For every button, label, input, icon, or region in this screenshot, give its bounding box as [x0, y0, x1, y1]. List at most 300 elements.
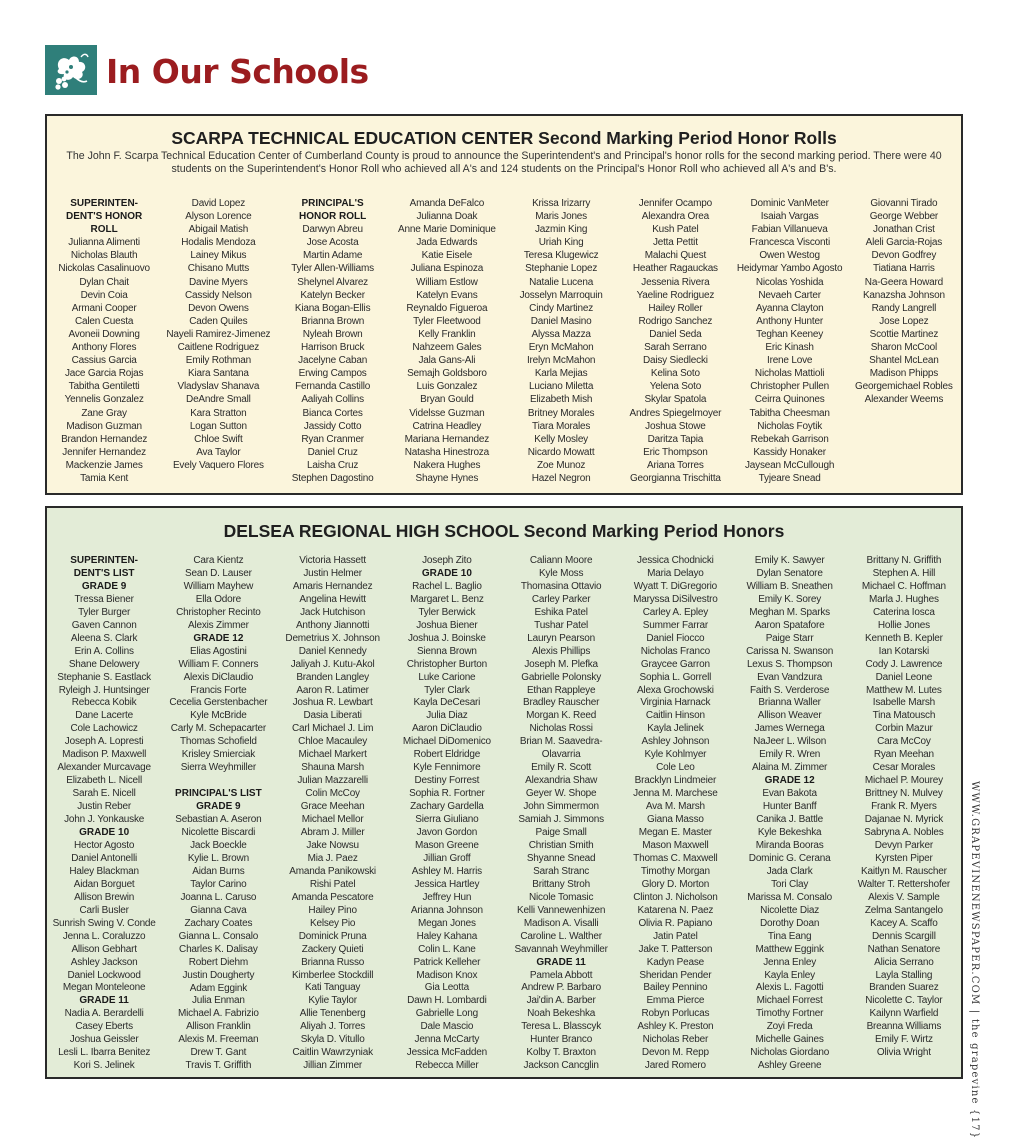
- student-name: Madison A. Visalli: [523, 917, 599, 929]
- student-name: Sarah Stranc: [533, 865, 590, 877]
- student-name: Anthony Hunter: [756, 315, 823, 327]
- name-column: [618, 197, 732, 485]
- student-name: Laisha Cruz: [307, 459, 359, 471]
- student-name: Luke Carione: [418, 671, 476, 683]
- student-name: Michael Markert: [298, 749, 367, 761]
- student-name: Kayla Enley: [764, 969, 815, 981]
- student-name: Travis T. Griffith: [185, 1060, 252, 1072]
- student-name: Emma Pierce: [646, 995, 705, 1007]
- student-name: Frank R. Myers: [871, 801, 937, 813]
- student-name: Allison Gebhart: [71, 943, 137, 955]
- delsea-title-rest: Second Marking Period Honors: [518, 521, 785, 541]
- student-name: Randy Langrell: [871, 302, 937, 314]
- name-column: [47, 555, 161, 1073]
- student-name: Victoria Hassett: [299, 555, 366, 566]
- student-name: Yennelis Gonzalez: [64, 394, 144, 406]
- student-name: Andres Spiegelmoyer: [629, 407, 722, 419]
- student-name: Ethan Rappleye: [526, 684, 596, 696]
- student-name: Tyler Fleetwood: [413, 315, 481, 327]
- student-name: Jose Acosta: [306, 237, 359, 249]
- student-name: Sabryna A. Nobles: [864, 827, 944, 839]
- student-name: Marissa M. Consalo: [747, 891, 832, 903]
- student-name: Hailey Roller: [648, 302, 703, 314]
- student-name: Gaven Cannon: [71, 619, 137, 631]
- student-name: Dominic VanMeter: [750, 198, 829, 209]
- delsea-honors-box: [45, 506, 963, 1079]
- name-column: [733, 197, 847, 485]
- student-name: Thomasina Ottavio: [520, 580, 602, 592]
- student-name: Brianna Brown: [301, 315, 365, 327]
- student-name: Eryn McMahon: [528, 342, 594, 354]
- student-name: Erwing Campos: [298, 368, 367, 380]
- student-name: Kenneth B. Kepler: [864, 632, 943, 644]
- student-name: Anthony Flores: [71, 342, 137, 354]
- student-name: Tyler Allen-Williams: [291, 263, 374, 275]
- student-name: Krissa Irizarry: [532, 198, 591, 209]
- student-name: Ella Odore: [195, 593, 241, 605]
- student-name: Joshua J. Boinske: [407, 632, 486, 644]
- student-name: Brittany N. Griffith: [866, 555, 942, 566]
- student-name: Emily K. Sawyer: [754, 555, 825, 566]
- student-name: Devin Coia: [80, 289, 128, 301]
- student-name: Nahzeem Gales: [412, 342, 482, 354]
- student-name: Aaliyah Collins: [301, 394, 364, 406]
- student-name: William Estlow: [416, 276, 478, 288]
- student-name: Tyler Berwick: [418, 606, 476, 618]
- student-name: Julianna Doak: [416, 211, 478, 223]
- student-name: James Wernega: [754, 723, 825, 735]
- scarpa-name-columns: [47, 197, 961, 485]
- student-name: Nicholas Giordano: [750, 1047, 830, 1059]
- scarpa-school-name: SCARPA TECHNICAL EDUCATION CENTER: [171, 128, 534, 148]
- student-name: Hailey Pino: [308, 904, 357, 916]
- student-name: Luciano Miletta: [528, 381, 594, 393]
- student-name: Justin Dougherty: [182, 969, 255, 981]
- name-column: [390, 555, 504, 1073]
- name-column: [618, 555, 732, 1073]
- student-name: Georgemichael Robles: [855, 381, 953, 393]
- student-name: Patrick Kelleher: [413, 956, 481, 968]
- student-name: William F. Conners: [178, 658, 259, 670]
- student-name: Julianna Alimenti: [68, 237, 140, 249]
- student-name: Nicholas Blauth: [70, 250, 138, 262]
- student-name: Alicia Serrano: [874, 956, 934, 968]
- student-name: John Simmermon: [523, 801, 599, 813]
- student-name: Ava Taylor: [196, 446, 241, 458]
- student-name: Alexis DiClaudio: [183, 671, 254, 683]
- student-name: Anthony Jiannotti: [295, 619, 370, 631]
- student-name: Skyla D. Vitullo: [300, 1034, 365, 1046]
- student-name: Jetta Pettit: [652, 237, 698, 249]
- student-name: Michael P. Mourey: [864, 775, 943, 787]
- name-column: [161, 555, 275, 1073]
- student-name: Nicholas Foytik: [757, 420, 823, 432]
- page-title: In Our Schools: [106, 52, 369, 91]
- student-name: Sean D. Lauser: [185, 567, 252, 579]
- student-name: Eshika Patel: [534, 606, 588, 618]
- student-name: Nicolas Yoshida: [755, 276, 824, 288]
- scarpa-title-rest: Second Marking Period Honor Rolls: [533, 128, 837, 148]
- student-name: Giovanni Tirado: [870, 198, 938, 209]
- student-name: Walter T. Rettershofer: [857, 878, 951, 890]
- scarpa-intro-paragraph: The John F. Scarpa Technical Education Center of Cumberland County is proud to announce the Superintendent's and Principal's honor rolls for the second marking period. There were 40 students on the Superintendent's Honor Roll who achieved all A's and 124 students on the Principal's Honor Roll who achieved all A's and B's.: [66, 150, 942, 175]
- student-name: Kolby T. Braxton: [526, 1047, 596, 1059]
- student-name: Jada Clark: [766, 865, 813, 877]
- student-name: Tressa Biener: [74, 593, 134, 605]
- student-name: Emily R. Wren: [759, 749, 821, 761]
- student-name: Caroline L. Walther: [520, 930, 602, 942]
- student-name: Sarah Serrano: [644, 342, 707, 354]
- student-name: Pamela Abbott: [529, 969, 593, 981]
- student-name: Joshua R. Lewbart: [292, 697, 373, 709]
- student-name: Jatin Patel: [653, 930, 698, 942]
- student-name: Graycee Garron: [640, 658, 710, 670]
- student-name: Wyatt T. DiGregorio: [633, 580, 717, 592]
- student-name: Breanna Williams: [866, 1021, 942, 1033]
- student-name: Justin Reber: [77, 801, 131, 813]
- student-name: Tiara Morales: [532, 420, 591, 432]
- student-name: Brian M. Saavedra-: [519, 736, 603, 748]
- student-name: Savannah Weyhmiller: [514, 943, 608, 955]
- student-name: Mason Maxwell: [642, 839, 709, 851]
- student-name: Ryleigh J. Huntsinger: [58, 684, 150, 696]
- student-name: Mia J. Paez: [307, 852, 358, 864]
- student-name: Charles K. Dalisay: [179, 943, 258, 955]
- student-name: Nicholas Mattioli: [754, 368, 825, 380]
- student-name: Shelynel Alvarez: [297, 276, 368, 288]
- student-name: Jala Gans-Ali: [418, 355, 476, 367]
- student-name: Jai'din A. Barber: [526, 995, 596, 1007]
- student-name: Emily F. Wirtz: [875, 1034, 933, 1046]
- student-name: Amanda DeFalco: [409, 198, 485, 209]
- student-name: Brittany Stroh: [532, 878, 591, 890]
- student-name: Alexandria Shaw: [525, 775, 598, 787]
- student-name: Jenna M. Marchese: [633, 788, 718, 800]
- student-name: Jillian Groff: [423, 852, 471, 864]
- list-heading: DENT'S LIST: [73, 567, 135, 579]
- student-name: Rebekah Garrison: [750, 433, 829, 445]
- student-name: Dawn H. Lombardi: [407, 995, 487, 1007]
- student-name: Megan Monteleone: [62, 982, 146, 994]
- student-name: Lexus S. Thompson: [746, 658, 833, 670]
- student-name: Robyn Porlucas: [641, 1008, 710, 1020]
- student-name: Aidan Burns: [192, 865, 245, 877]
- student-name: Isaiah Vargas: [760, 211, 819, 223]
- student-name: Cara McCoy: [877, 736, 931, 748]
- student-name: Cole Leo: [656, 762, 695, 774]
- student-name: Marla J. Hughes: [868, 593, 939, 605]
- student-name: Heather Ragauckas: [632, 263, 718, 275]
- student-name: Brianna Russo: [301, 956, 365, 968]
- student-name: Tushar Patel: [534, 619, 589, 631]
- student-name: William Mayhew: [183, 580, 254, 592]
- student-name: Kassidy Honaker: [753, 446, 826, 458]
- student-name: Rishi Patel: [309, 878, 356, 890]
- name-column: [504, 197, 618, 485]
- student-name: Zachary Coates: [184, 917, 253, 929]
- student-name: Jazmin King: [534, 224, 588, 236]
- student-name: Kyle Kohlmyer: [644, 749, 707, 761]
- student-name: Gianna L. Consalo: [178, 930, 259, 942]
- student-name: Emily Rothman: [185, 355, 251, 367]
- student-name: Andrew P. Barbaro: [521, 982, 602, 994]
- student-name: Skylar Spatola: [644, 394, 707, 406]
- student-name: Cody J. Lawrence: [865, 658, 943, 670]
- student-name: Na-Geera Howard: [864, 276, 943, 288]
- student-name: Gabrielle Long: [415, 1008, 478, 1020]
- student-name: Alaina M. Zimmer: [752, 762, 828, 774]
- student-name: Jonathan Crist: [873, 224, 935, 236]
- student-name: Jessica Chodnicki: [637, 555, 714, 566]
- student-name: Amanda Panikowski: [289, 865, 376, 877]
- student-name: Jenna McCarty: [414, 1034, 480, 1046]
- student-name: Shauna Marsh: [301, 762, 364, 774]
- student-name: Daniel Antonelli: [71, 852, 137, 864]
- student-name: Jassidy Cotto: [303, 420, 362, 432]
- list-heading: GRADE 9: [81, 580, 127, 592]
- student-name: Kailynn Warfield: [869, 1008, 939, 1020]
- student-name: Matthew Eggink: [755, 943, 824, 955]
- student-name: Aleena S. Clark: [70, 632, 138, 644]
- student-name: Harrison Bruck: [300, 342, 365, 354]
- student-name: Michael Mellor: [301, 814, 364, 826]
- student-name: Clinton J. Nicholson: [633, 891, 718, 903]
- student-name: Angelina Hewitt: [299, 593, 366, 605]
- student-name: Miranda Booras: [755, 839, 824, 851]
- student-name: Avoneii Downing: [68, 328, 140, 340]
- student-name: Krisley Smierciak: [181, 749, 256, 761]
- student-name: Carley A. Epley: [642, 606, 709, 618]
- student-name: Jessica McFadden: [406, 1047, 487, 1059]
- scarpa-section-title: [47, 127, 961, 149]
- column-spacer: [161, 775, 275, 788]
- student-name: Megan Jones: [417, 917, 476, 929]
- student-name: Paige Starr: [765, 632, 814, 644]
- student-name: Devon M. Repp: [641, 1047, 709, 1059]
- student-name: Glory D. Morton: [641, 878, 710, 890]
- student-name: Kaitlyn M. Rauscher: [861, 865, 947, 877]
- student-name: Olivia Wright: [876, 1047, 931, 1059]
- student-name: Caitlene Rodriguez: [177, 342, 260, 354]
- student-name: Julia Diaz: [426, 710, 468, 722]
- student-name: Joseph Zito: [422, 555, 472, 566]
- student-name: Ava M. Marsh: [645, 801, 705, 813]
- student-name: Shane Delowery: [68, 658, 140, 670]
- student-name: Sunrish Swing V. Conde: [52, 917, 156, 929]
- student-name: Brittney N. Mulvey: [865, 788, 943, 800]
- side-url-footer: [964, 781, 984, 1139]
- student-name: Georgianna Trischitta: [629, 472, 721, 484]
- student-name: Catrina Headley: [412, 420, 482, 432]
- student-name: Nicholas Reber: [642, 1034, 709, 1046]
- student-name: Hodalis Mendoza: [181, 237, 256, 249]
- student-name: Michael C. Hoffman: [861, 580, 946, 592]
- scarpa-honor-roll-box: [45, 114, 963, 495]
- student-name: Cesar Morales: [872, 762, 936, 774]
- student-name: Sophia R. Fortner: [409, 788, 485, 800]
- student-name: Kyrsten Piper: [875, 852, 933, 864]
- student-name: Tiatiana Harris: [873, 263, 935, 275]
- student-name: Jack Hutchison: [300, 606, 366, 618]
- student-name: Aleli Garcia-Rojas: [865, 237, 943, 249]
- student-name: Eric Kinash: [765, 342, 814, 354]
- student-name: Nevaeh Carter: [758, 289, 821, 301]
- student-name: Zachary Gardella: [410, 801, 484, 813]
- student-name: Tina Eang: [767, 930, 812, 942]
- student-name: Ryan Meehan: [873, 749, 934, 761]
- student-name: Joshua Geissler: [69, 1034, 139, 1046]
- student-name: Carissa N. Swanson: [746, 645, 834, 657]
- student-name: Karla Mejias: [534, 368, 588, 380]
- student-name: Erin A. Collins: [74, 645, 134, 657]
- student-name: Sierra Weyhmiller: [180, 762, 257, 774]
- student-name: Kati Tanguay: [305, 982, 361, 994]
- name-column: [390, 197, 504, 485]
- student-name: Allison Brewin: [74, 891, 135, 903]
- student-name: David Lopez: [191, 198, 246, 209]
- student-name: Caitlin Hinson: [645, 710, 705, 722]
- student-name: Joseph M. Plefka: [524, 658, 598, 670]
- student-name: Sebastian A. Aseron: [175, 814, 262, 826]
- student-name: Layla Stalling: [875, 969, 933, 981]
- student-name: Tyjeare Snead: [758, 472, 821, 484]
- student-name: Eric Thompson: [643, 446, 708, 458]
- student-name: Jaliyah J. Kutu-Akol: [290, 658, 375, 670]
- student-name: Chisano Mutts: [187, 263, 250, 275]
- student-name: Heidymar Yambo Agosto: [736, 263, 843, 275]
- student-name: Destiny Forrest: [414, 775, 480, 787]
- student-name: Nickolas Casalinuovo: [58, 263, 150, 275]
- student-name: Jake Nowsu: [306, 839, 359, 851]
- student-name: Tyler Burger: [78, 606, 131, 618]
- student-name: Katarena N. Paez: [637, 904, 714, 916]
- student-name: Jose Lopez: [879, 315, 929, 327]
- student-name: Alexander Weems: [864, 394, 944, 406]
- student-name: Timothy Fortner: [756, 1008, 824, 1020]
- student-name: Malachi Quest: [644, 250, 707, 262]
- list-heading: HONOR ROLL: [299, 211, 367, 223]
- student-name: Daniel Masino: [530, 315, 592, 327]
- student-name: Jack Boeckle: [190, 840, 247, 852]
- student-name: Kelina Soto: [650, 368, 700, 380]
- student-name: Megan E. Master: [638, 827, 712, 839]
- student-name: Ashley Jackson: [70, 956, 138, 968]
- student-name: Daniel Fiocco: [646, 632, 705, 644]
- student-name: Bracklyn Lindmeier: [634, 775, 717, 787]
- student-name: Alexander Murcavage: [57, 762, 151, 774]
- student-name: Kiara Santana: [187, 368, 249, 380]
- student-name: Christopher Burton: [406, 658, 488, 670]
- student-name: Christian Smith: [528, 839, 594, 851]
- student-name: Virginia Harnack: [640, 697, 711, 709]
- student-name: Corbin Mazur: [875, 723, 933, 735]
- student-name: Joshua Stowe: [645, 420, 706, 432]
- student-name: Tyler Clark: [424, 684, 470, 696]
- student-name: Tabitha Gentiletti: [68, 381, 140, 393]
- student-name: Shantel McLean: [869, 355, 939, 367]
- student-name: Daisy Siedlecki: [642, 355, 708, 367]
- student-name: Bryan Gould: [420, 394, 474, 406]
- student-name: Stephen A. Hill: [872, 567, 936, 579]
- student-name: Carl Michael J. Lim: [292, 723, 374, 735]
- student-name: Sheridan Pender: [639, 969, 712, 981]
- student-name: Carli Busler: [79, 904, 129, 916]
- student-name: Ashley Johnson: [641, 736, 710, 748]
- student-name: Stephanie Lopez: [525, 263, 598, 275]
- student-name: Geyer W. Shope: [525, 788, 597, 800]
- student-name: Evely Vaquero Flores: [172, 459, 264, 471]
- student-name: Alexa Grochowski: [636, 684, 714, 696]
- student-name: Casey Eberts: [75, 1021, 133, 1033]
- student-name: Gia Leotta: [424, 982, 469, 994]
- student-name: Jackson Cancglin: [523, 1060, 599, 1072]
- student-name: Haley Blackman: [69, 865, 139, 877]
- student-name: Dane Lacerte: [75, 710, 133, 722]
- student-name: Daniel Lockwood: [67, 969, 141, 981]
- student-name: Aliyah J. Torres: [300, 1021, 366, 1033]
- student-name: Grace Meehan: [300, 801, 365, 813]
- student-name: Taylor Carino: [190, 878, 247, 890]
- list-heading: SUPERINTEN-: [70, 555, 139, 566]
- student-name: Maris Jones: [535, 211, 587, 223]
- student-name: Robert Diehm: [188, 956, 249, 968]
- student-name: Jeffrey Hun: [422, 891, 472, 903]
- student-name: Ian Kotarski: [878, 645, 930, 657]
- student-name: Cassidy Nelson: [185, 289, 252, 301]
- student-name: Madison P. Maxwell: [62, 749, 147, 761]
- student-name: Brianna Waller: [758, 697, 821, 709]
- student-name: Hazel Negron: [531, 472, 591, 484]
- list-heading: PRINCIPAL'S LIST: [175, 788, 262, 800]
- student-name: Paige Small: [535, 827, 587, 839]
- student-name: Natalie Lucena: [529, 276, 594, 288]
- student-name: Cassius Garcia: [71, 355, 137, 367]
- list-heading: SUPERINTEN-: [70, 198, 139, 209]
- student-name: Jessenia Rivera: [641, 276, 710, 288]
- student-name: Jaysean McCullough: [745, 459, 835, 471]
- student-name: Hector Agosto: [74, 839, 135, 851]
- student-name: Cindy Martinez: [529, 302, 594, 314]
- student-name: Arianna Johnson: [410, 904, 483, 916]
- student-name: Alyssa Mazza: [531, 328, 591, 340]
- list-heading: GRADE 9: [196, 801, 241, 813]
- student-name: Uriah King: [538, 237, 584, 249]
- student-name: Davine Myers: [189, 276, 248, 288]
- student-name: Kyle Moss: [538, 567, 584, 579]
- student-name: Tina Matousch: [872, 710, 936, 722]
- student-name: Martin Adame: [302, 250, 363, 262]
- student-name: Jenna L. Coraluzzo: [62, 930, 146, 942]
- student-name: Alyson Lorence: [185, 211, 252, 223]
- student-name: Luis Gonzalez: [416, 381, 478, 393]
- student-name: Samiah J. Simmons: [518, 814, 604, 826]
- student-name: Calen Cuesta: [75, 315, 134, 327]
- student-name: Stephanie S. Eastlack: [57, 671, 151, 683]
- student-name: Jillian Zimmer: [303, 1060, 363, 1072]
- student-name: Ayanna Clayton: [755, 302, 824, 314]
- student-name: Jennifer Hernandez: [62, 446, 146, 458]
- student-name: Aaron R. Latimer: [296, 684, 369, 696]
- student-name: Kylie Taylor: [308, 995, 357, 1007]
- student-name: Carly M. Schepacarter: [170, 723, 267, 735]
- student-name: Sienna Brown: [416, 645, 477, 657]
- student-name: Javon Gordon: [416, 827, 478, 839]
- student-name: Haley Kahana: [416, 930, 478, 942]
- student-name: Natasha Hinestroza: [404, 446, 489, 458]
- student-name: Sarah E. Nicell: [72, 788, 136, 800]
- student-name: Aaron Spatafore: [754, 619, 825, 631]
- student-name: Margaret L. Benz: [410, 593, 484, 605]
